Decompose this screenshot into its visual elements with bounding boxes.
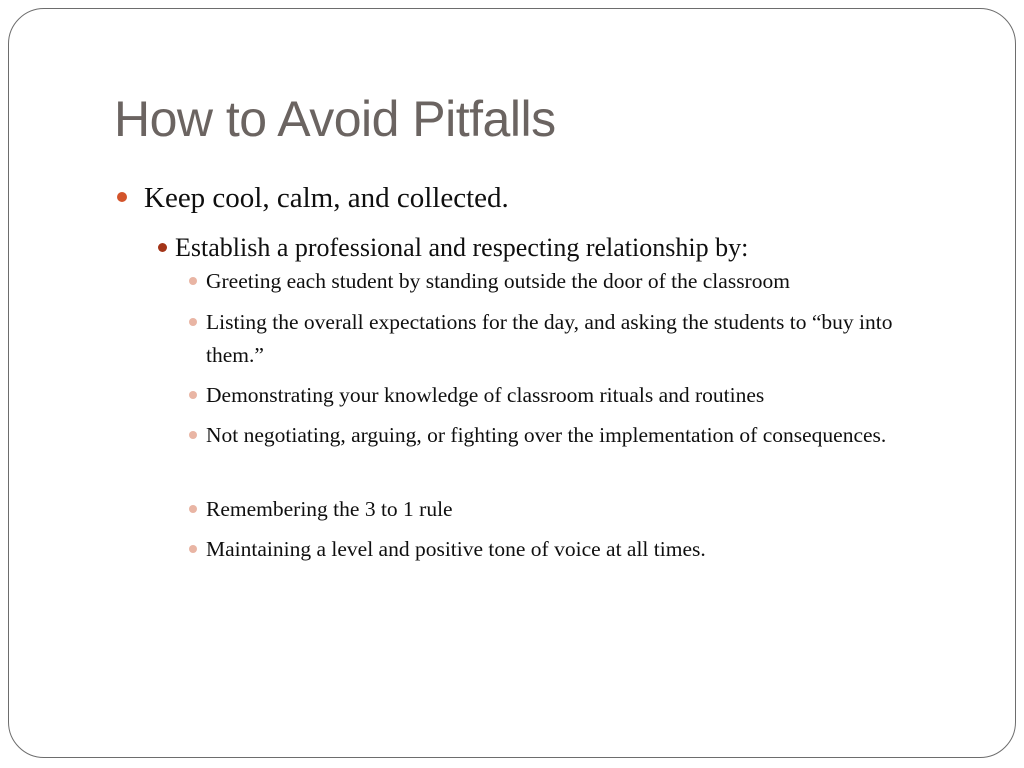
bullet-level-3-item [206,493,931,526]
bullet-dot-icon [189,545,197,553]
bullet-level-3-item [206,306,931,372]
bullet-level-3-text: Demonstrating your knowledge of classroom rituals and routines [206,383,765,407]
bullet-level-2-text: Establish a professional and respecting relationship by: [175,233,749,262]
bullet-dot-icon [189,318,197,326]
bullet-level-1 [144,179,509,217]
bullet-dot-icon [189,277,197,285]
bullet-level-3-text: Not negotiating, arguing, or fighting over the implementation of consequences. [206,423,887,447]
slide-title: How to Avoid Pitfalls [114,91,556,147]
bullet-dot-icon [189,505,197,513]
bullet-level-3-item [206,265,931,298]
bullet-dot-icon [189,431,197,439]
slide-frame [8,8,1016,758]
bullet-level-3-item [206,533,931,566]
bullet-level-3-text: Maintaining a level and positive tone of voice at all times. [206,537,706,561]
bullet-level-2 [175,231,748,265]
bullet-level-3-item [206,419,931,452]
bullet-level-3-text: Remembering the 3 to 1 rule [206,497,453,521]
bullet-level-1-text: Keep cool, calm, and collected. [144,182,509,214]
bullet-level-3-text: Listing the overall expectations for the day, and asking the students to “buy into them.” [206,310,893,367]
bullet-level-3-item [206,379,931,412]
bullet-dot-icon [189,391,197,399]
bullet-dot-icon [117,192,127,202]
bullet-dot-icon [158,243,167,252]
bullet-level-3-text: Greeting each student by standing outside the door of the classroom [206,269,790,293]
